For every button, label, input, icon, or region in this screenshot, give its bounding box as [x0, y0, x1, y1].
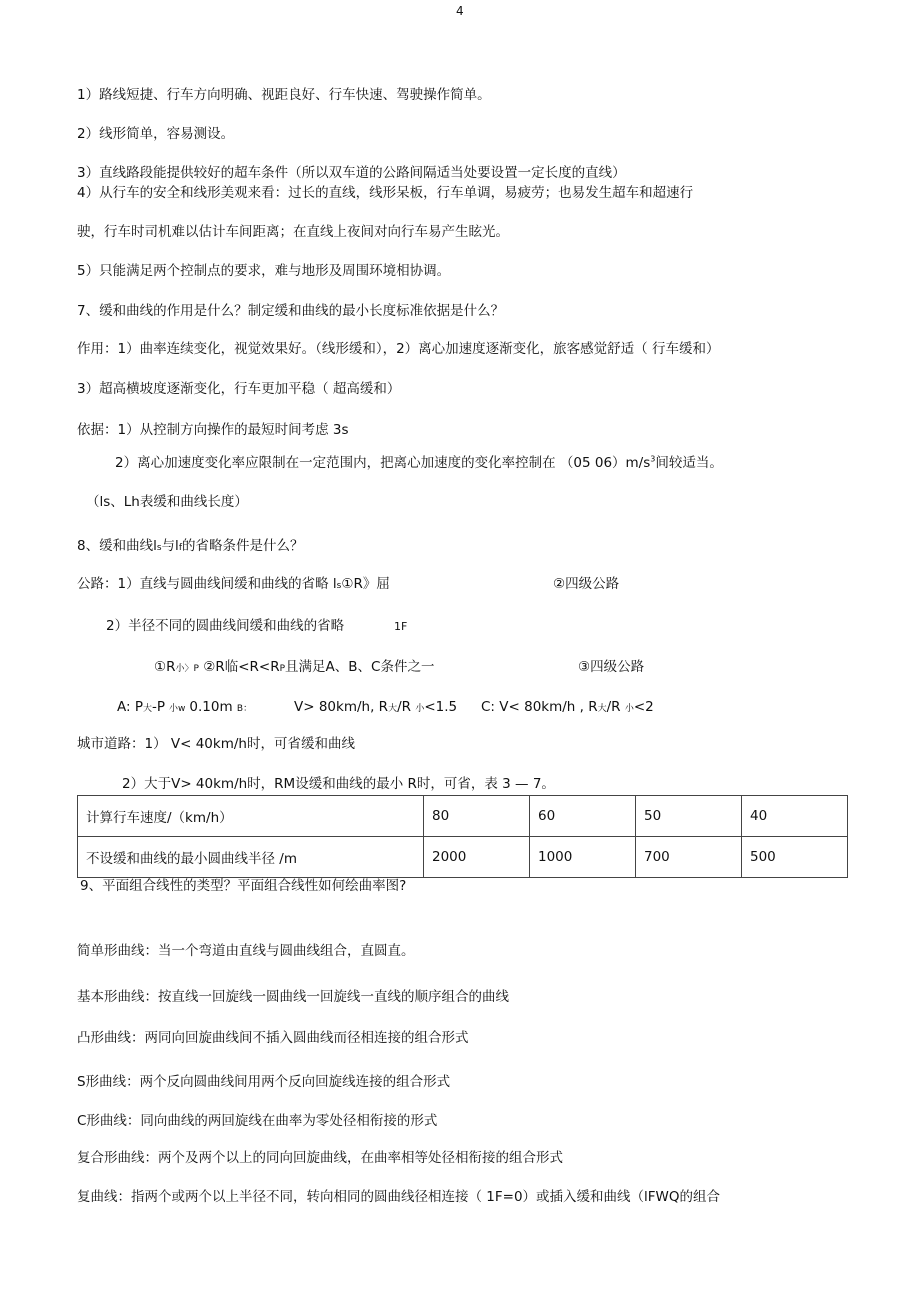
question-heading: 8、缓和曲线ls与lf的省略条件是什么？: [77, 538, 304, 554]
text-line: A: P大-P 小w 0.10m B：: [117, 699, 253, 715]
text-line: 基本形曲线：按直线一回旋线一圆曲线一回旋线一直线的顺序组合的曲线: [77, 989, 509, 1005]
text-line: 2）半径不同的圆曲线间缓和曲线的省略: [106, 618, 345, 634]
text-line: 5）只能满足两个控制点的要求，难与地形及周围环境相协调。: [77, 263, 451, 279]
question-heading: 7、缓和曲线的作用是什么？制定缓和曲线的最小长度标准依据是什么？: [77, 303, 505, 319]
table-cell: 50: [636, 796, 742, 837]
text-line: 1F: [394, 620, 408, 633]
table-cell: 1000: [530, 837, 636, 878]
text-line: 2）离心加速度变化率应限制在一定范围内，把离心加速度的变化率控制在 （05 $06)m/s^3$间较适当。: [115, 454, 723, 471]
text-line: 2）线形简单，容易测设。: [77, 126, 235, 142]
table-cell: 80: [424, 796, 530, 837]
text-line: 2）大于V> 40km/h时，RM设缓和曲线的最小 R时，可省，表 3 — 7。: [122, 776, 555, 792]
page-number: 4: [456, 4, 464, 18]
text-line: ①R小〉P ②R临<R<RP且满足A、B、C条件之一: [154, 659, 435, 675]
table-cell: 2000: [424, 837, 530, 878]
table-row-header: 不设缓和曲线的最小圆曲线半径 /m: [78, 837, 424, 878]
table-row: [78, 837, 848, 878]
table-cell: 500: [742, 837, 848, 878]
text-line: 驶，行车时司机难以估计车间距离；在直线上夜间对向行车易产生眩光。: [77, 224, 509, 240]
text-line: （ls、Lh表缓和曲线长度）: [86, 494, 248, 510]
text-line: 简单形曲线：当一个弯道由直线与圆曲线组合，直圆直。: [77, 943, 415, 959]
text-line: C形曲线：同向曲线的两回旋线在曲率为零处径相衔接的形式: [77, 1113, 438, 1129]
text-line: V> 80km/h, R大/R 小<1.5: [294, 699, 458, 715]
table-row-header: 计算行车速度/（km/h）: [78, 796, 424, 837]
text-line: 作用：1）曲率连续变化，视觉效果好。（线形缓和），2）离心加速度逐渐变化，旅客感觉舒适（ 行车缓和）: [77, 341, 720, 357]
min-radius-table: [77, 795, 848, 878]
text-line: ②四级公路: [553, 576, 620, 592]
text-line: 3）超高横坡度逐渐变化，行车更加平稳（ 超高缓和）: [77, 381, 401, 397]
text-line: 公路：1）直线与圆曲线间缓和曲线的省略 ls①R》屈: [77, 576, 390, 592]
text-line: 复合形曲线：两个及两个以上的同向回旋曲线，在曲率相等处径相衔接的组合形式: [77, 1150, 563, 1166]
text-line: 3）直线路段能提供较好的超车条件（所以双车道的公路间隔适当处要设置一定长度的直线）: [77, 165, 626, 181]
table-cell: 40: [742, 796, 848, 837]
text-line: C: V< 80km/h , R大/R 小<2: [481, 699, 654, 715]
text-line: ③四级公路: [578, 659, 645, 675]
table-cell: 700: [636, 837, 742, 878]
text-line: 复曲线：指两个或两个以上半径不同，转向相同的圆曲线径相连接（ 1F=0）或插入缓和曲线（lFWQ的组合: [77, 1189, 721, 1205]
table-cell: 60: [530, 796, 636, 837]
text-line: 4）从行车的安全和线形美观来看：过长的直线，线形呆板，行车单调，易疲劳；也易发生超车和超速行: [77, 185, 694, 201]
text-line: 1）路线短捷、行车方向明确、视距良好、行车快速、驾驶操作简单。: [77, 87, 491, 103]
text-line: 凸形曲线：两同向回旋曲线间不插入圆曲线而径相连接的组合形式: [77, 1030, 469, 1046]
text-line: 依据：1）从控制方向操作的最短时间考虑 3s: [77, 422, 349, 438]
text-line: S形曲线：两个反向圆曲线间用两个反向回旋线连接的组合形式: [77, 1074, 451, 1090]
question-heading: 9、平面组合线性的类型？平面组合线性如何绘曲率图?: [80, 878, 407, 894]
table-row: [78, 796, 848, 837]
text-line: 城市道路：1） V< 40km/h时，可省缓和曲线: [77, 736, 355, 752]
